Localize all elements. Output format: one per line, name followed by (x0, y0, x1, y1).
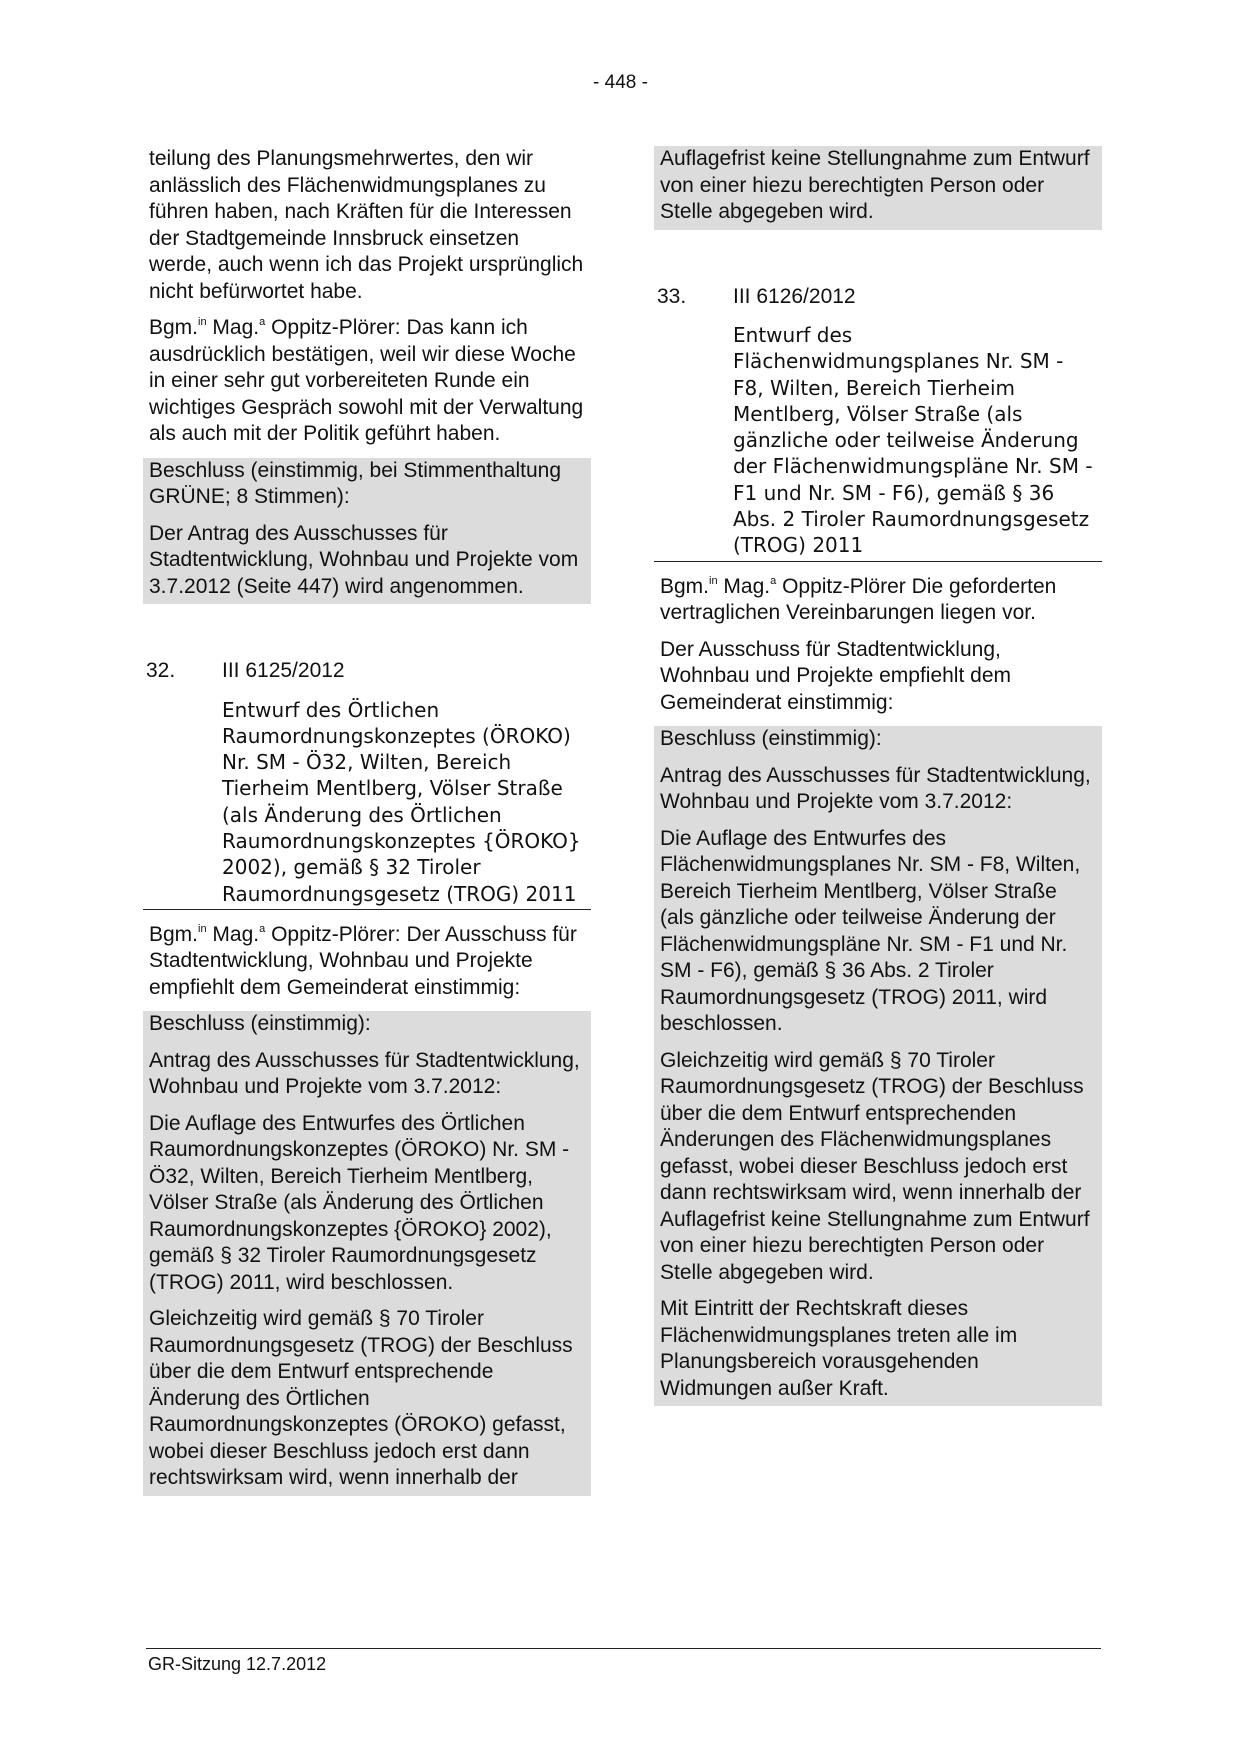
paragraph-continuation: teilung des Planungsmehrwertes, den wir anlässlich des Flächenwidmungsplanes zu führen haben, nach Kräften für die Interessen der Stadtgemeinde Innsbruck einsetzen werde, auch wenn ich das Projekt ursprünglich nicht befürwortet habe. (149, 147, 584, 303)
superscript: a (259, 316, 266, 328)
motion-text: Die Auflage des Entwurfes des Örtlichen Raumordnungskonzeptes (ÖROKO) Nr. SM - Ö32, Wilten, Bereich Tierheim Mentlberg, Völser Straße (als Änderung des Örtlichen Raumordnungskonzeptes {ÖROKO} 2002), gemäß § 32 Tiroler Raumordnungsgesetz (TROG) 2011, wird beschlossen. (149, 1111, 570, 1294)
speaker-text: Oppitz-Plörer: Der Ausschuss für Stadtentwicklung, Wohnbau und Projekte empfiehlt dem Gemeinderat einstimmig: (149, 922, 577, 999)
resolution-block (654, 726, 1102, 1406)
item-reference: III 6126/2012 (733, 284, 856, 308)
agenda-item-32 (143, 658, 591, 910)
superscript: a (770, 574, 777, 587)
speaker-text: Oppitz-Plörer: Das kann ich ausdrücklich bestätigen, weil wir diese Woche in einer sehr gut vorbereiteten Runde ein wichtiges Gespräch sowohl mit der Verwaltung als auch mit der Politik geführt haben. (149, 316, 584, 445)
superscript: in (709, 574, 718, 587)
speaker-title: Bgm. (660, 574, 710, 598)
resolution-heading: Beschluss (einstimmig): (149, 1012, 371, 1036)
motion-text: Die Auflage des Entwurfes des Flächenwidmungsplanes Nr. SM - F8, Wilten, Bereich Tierheim Mentlberg, Völser Straße (als gänzliche oder teilweise Änderung der Flächenwidmungspläne Nr. SM - F1 und Nr. SM - F6), gemäß § 36 Abs. 2 Tiroler Raumordnungsgesetz (TROG) 2011, wird beschlossen. (660, 826, 1081, 1036)
footer-text: GR-Sitzung 12.7.2012 (148, 1654, 327, 1674)
paragraph: Der Ausschuss für Stadtentwicklung, Wohnbau und Projekte empfiehlt dem Gemeinderat einstimmig: (660, 637, 1011, 714)
page-number: - 448 - (593, 72, 648, 93)
footer-divider (146, 1648, 1101, 1649)
item-title: Entwurf des Örtlichen Raumordnungskonzeptes (ÖROKO) Nr. SM - Ö32, Wilten, Bereich Tierheim Mentlberg, Völser Straße (als Änderung des Örtlichen Raumordnungskonzeptes {ÖROKO} 2002), gemäß § 32 Tiroler Raumordnungsgesetz (TROG) 2011 (222, 697, 581, 906)
resolution-block (143, 1011, 591, 1496)
item-number: 32. (146, 659, 176, 682)
superscript: in (198, 922, 207, 935)
superscript: a (259, 922, 266, 935)
item-number: 33. (657, 284, 687, 308)
resolution-text: Der Antrag des Ausschusses für Stadtentwicklung, Wohnbau und Projekte vom 3.7.2012 (Seite 447) wird angenommen. (149, 521, 579, 598)
resolution-block-continuation (654, 146, 1102, 230)
right-column (657, 146, 1099, 1406)
resolution-heading: Beschluss (einstimmig): (660, 727, 882, 751)
speaker-title: Mag. (206, 922, 260, 946)
speaker-text: Oppitz-Plörer Die geforderten vertraglichen Vereinbarungen liegen vor. (660, 574, 1057, 625)
resolution-block (143, 458, 591, 605)
motion-heading: Antrag des Ausschusses für Stadtentwicklung, Wohnbau und Projekte vom 3.7.2012: (149, 1048, 580, 1099)
motion-heading: Antrag des Ausschusses für Stadtentwicklung, Wohnbau und Projekte vom 3.7.2012: (660, 763, 1091, 814)
left-column (146, 146, 588, 1496)
motion-text: Gleichzeitig wird gemäß § 70 Tiroler Raumordnungsgesetz (TROG) der Beschluss über die dem Entwurf entsprechenden Änderungen des Flächenwidmungsplanes gefasst, wobei dieser Beschluss jedoch erst dann rechtswirksam wird, wenn innerhalb der Auflagefrist keine Stellungnahme zum Entwurf von einer hiezu berechtigten Person oder Stelle abgegeben wird. (660, 1048, 1090, 1284)
motion-text: Auflagefrist keine Stellungnahme zum Entwurf von einer hiezu berechtigten Person oder Stelle abgegeben wird. (660, 147, 1090, 223)
item-title: Entwurf des Flächenwidmungsplanes Nr. SM - F8, Wilten, Bereich Tierheim Mentlberg, Völser Straße (als gänzliche oder teilweise Änderung der Flächenwidmungspläne Nr. SM - F1 und Nr. SM - F6), gemäß § 36 Abs. 2 Tiroler Raumordnungsgesetz (TROG) 2011 (733, 323, 1093, 558)
speaker-title: Bgm. (149, 316, 199, 339)
agenda-item-33 (654, 284, 1102, 562)
speaker-title: Mag. (717, 574, 771, 598)
item-reference: III 6125/2012 (222, 659, 345, 682)
superscript: in (198, 316, 207, 328)
speaker-paragraph (146, 922, 588, 1002)
speaker-title: Bgm. (149, 922, 199, 946)
speaker-title: Mag. (206, 316, 260, 339)
resolution-heading: Beschluss (einstimmig, bei Stimmenthaltung GRÜNE; 8 Stimmen): (149, 458, 562, 508)
speaker-paragraph (146, 315, 588, 448)
motion-text: Mit Eintritt der Rechtskraft dieses Flächenwidmungsplanes treten alle im Planungsbereich vorausgehenden Widmungen außer Kraft. (660, 1297, 1018, 1400)
speaker-paragraph (657, 574, 1099, 627)
motion-text: Gleichzeitig wird gemäß § 70 Tiroler Raumordnungsgesetz (TROG) der Beschluss über die dem Entwurf entsprechende Änderung des Örtlichen Raumordnungskonzeptes (ÖROKO) gefasst, wobei dieser Beschluss jedoch erst dann rechtswirksam wird, wenn innerhalb der (149, 1307, 573, 1490)
